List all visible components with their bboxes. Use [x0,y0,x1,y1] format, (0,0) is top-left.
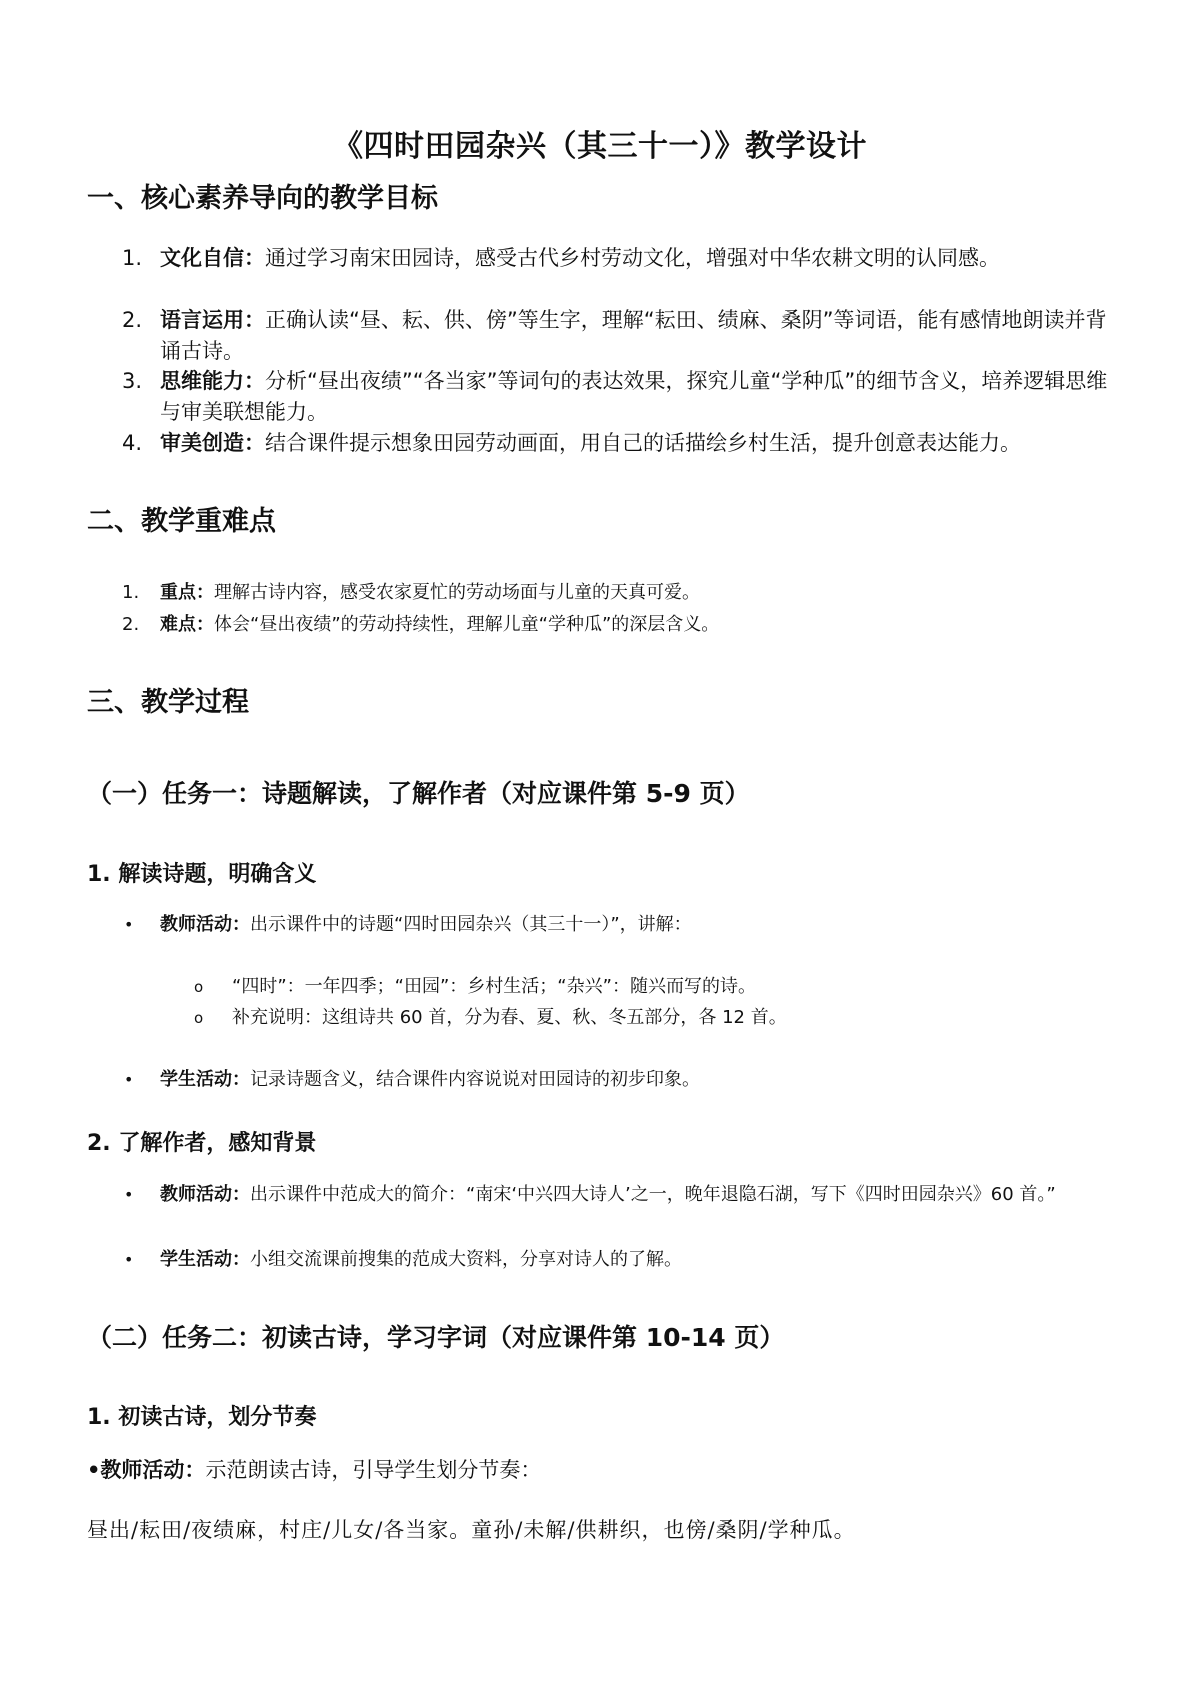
objective-label: 审美创造： [160,431,265,455]
section-heading-process: 三、教学过程 [87,687,249,718]
objective-text: 正确认读“昼、耘、供、傍”等生字，理解“耘田、绩麻、桑阴”等词语，能有感情地朗读并背诵古诗。 [160,308,1107,363]
bullet-icon: • [124,1250,134,1269]
activity-text: 小组交流课前搜集的范成大资料，分享对诗人的了解。 [250,1249,682,1270]
bullet-icon: • [124,1070,134,1089]
circle-bullet-icon: o [194,978,204,996]
teacher-activity [0,1181,1200,1237]
student-activity [0,1066,1200,1094]
sub-item-text: “四时”：一年四季；“田园”：乡村生活；“杂兴”：随兴而写的诗。 [232,976,756,997]
activity-label: •教师活动： [87,1458,206,1482]
objective-label: 语言运用： [160,308,265,332]
activity-text: 出示课件中范成大的简介：“南宋‘中兴四大诗人’之一，晚年退隐石湖，写下《四时田园杂兴》60 首。” [250,1184,1056,1205]
activity-label: 教师活动： [160,914,250,935]
objective-item [0,366,1200,428]
objective-label: 思维能力： [160,369,265,393]
activity-text: 出示课件中的诗题“四时田园杂兴（其三十一）”，讲解： [250,914,692,935]
section-heading-key-points: 二、教学重难点 [87,506,276,537]
activity-label: 教师活动： [160,1184,250,1205]
sub-item [0,1004,1200,1032]
task-heading: （二）任务二：初读古诗，学习字词（对应课件第 10-14 页） [87,1323,785,1352]
teacher-activity [0,911,1200,939]
objective-item [0,428,1200,459]
activity-text: 示范朗读古诗，引导学生划分节奏： [205,1458,542,1482]
document-title: 《四时田园杂兴（其三十一）》教学设计 [333,129,867,164]
objective-label: 文化自信： [160,246,265,270]
objective-item [0,243,1200,274]
key-point-label: 重点： [160,582,214,603]
list-number: 4. [122,431,143,455]
sub-item-text: 补充说明：这组诗共 60 首，分为春、夏、秋、冬五部分，各 12 首。 [232,1007,787,1028]
step-heading: 1. 初读古诗，划分节奏 [87,1405,317,1430]
section-heading-objectives: 一、核心素养导向的教学目标 [87,183,438,214]
bullet-icon: • [124,1185,134,1204]
list-number: 2. [122,614,140,635]
key-point-text: 理解古诗内容，感受农家夏忙的劳动场面与儿童的天真可爱。 [214,582,700,603]
teacher-activity [87,1454,541,1484]
list-number: 1. [122,246,143,270]
student-activity [0,1246,1200,1274]
objective-text: 分析“昼出夜绩”“各当家”等词句的表达效果，探究儿童“学种瓜”的细节含义，培养逻辑思维与审美联想能力。 [160,369,1108,424]
list-number: 1. [122,582,140,603]
list-number: 2. [122,308,143,332]
objective-item [0,305,1200,367]
step-heading: 2. 了解作者，感知背景 [87,1131,317,1156]
list-number: 3. [122,369,143,393]
activity-label: 学生活动： [160,1249,250,1270]
objective-text: 通过学习南宋田园诗，感受古代乡村劳动文化，增强对中华农耕文明的认同感。 [265,246,1000,270]
activity-text: 记录诗题含义，结合课件内容说说对田园诗的初步印象。 [250,1069,700,1090]
task-heading: （一）任务一：诗题解读，了解作者（对应课件第 5-9 页） [87,779,750,808]
sub-item [0,973,1200,1001]
objective-text: 结合课件提示想象田园劳动画面，用自己的话描绘乡村生活，提升创意表达能力。 [265,431,1021,455]
poem-rhythm-line: 昼出/耘田/夜绩麻，村庄/儿女/各当家。童孙/未解/供耕织，也傍/桑阴/学种瓜。 [87,1518,856,1542]
activity-label: 学生活动： [160,1069,250,1090]
key-point-text: 体会“昼出夜绩”的劳动持续性，理解儿童“学种瓜”的深层含义。 [214,614,720,635]
step-heading: 1. 解读诗题，明确含义 [87,862,317,887]
circle-bullet-icon: o [194,1009,204,1027]
bullet-icon: • [124,915,134,934]
key-point-label: 难点： [160,614,214,635]
key-point-item [0,579,1200,607]
key-point-item [0,611,1200,639]
